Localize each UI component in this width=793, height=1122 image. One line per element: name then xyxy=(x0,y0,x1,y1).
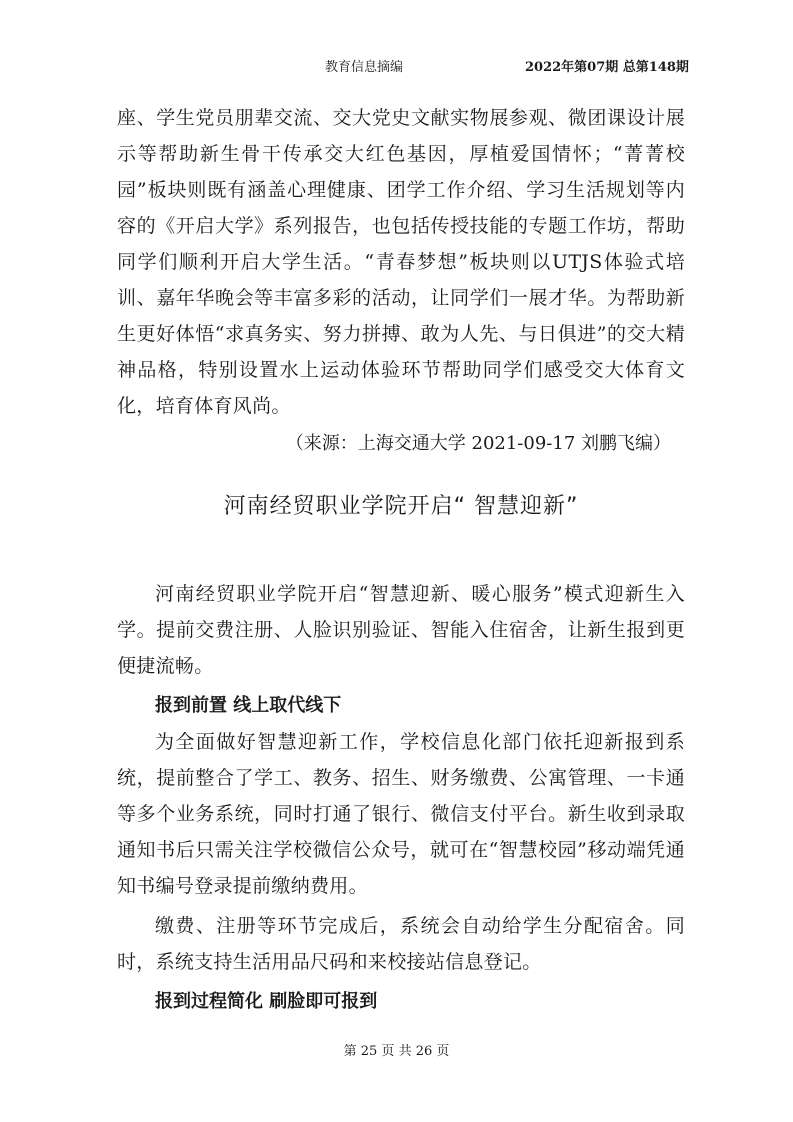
section1-paragraph-2: 缴费、注册等环节完成后，系统会自动给学生分配宿舍。同时，系统支持生活用品尺码和来校接站信息登记。 xyxy=(117,915,685,973)
article-intro: 河南经贸职业学院开启“智慧迎新、暖心服务”模式迎新生入学。提前交费注册、人脸识别验证、智能入住宿舍，让新生报到更便捷流畅。 xyxy=(117,583,685,677)
section-heading-1: 报到前置 线上取代线下 xyxy=(155,695,342,716)
previous-article-source: （来源：上海交通大学 2021-09-17 刘鹏飞编） xyxy=(285,433,671,454)
publication-name: 教育信息摘编 xyxy=(325,60,404,75)
section1-paragraph-1: 为全面做好智慧迎新工作，学校信息化部门依托迎新报到系统，提前整合了学工、教务、招生、财务缴费、公寓管理、一卡通等多个业务系统，同时打通了银行、微信支付平台。新生收到录取通知书后只需关注学校微信公众号，就可在“智慧校园”移动端凭通知书编号登录提前缴纳费用。 xyxy=(117,731,685,897)
article-title: 河南经贸职业学院开启“ 智慧迎新” xyxy=(223,494,579,519)
section-heading-2: 报到过程简化 刷脸即可报到 xyxy=(155,991,378,1012)
previous-article-continuation: 座、学生党员朋辈交流、交大党史文献实物展参观、微团课设计展示等帮助新生骨干传承交大红色基因，厚植爱国情怀；“菁菁校园”板块则既有涵盖心理健康、团学工作介绍、学习生活规划等内容的《开启大学》系列报告，也包括传授技能的专题工作坊，帮助同学们顺利开启大学生活。“青春梦想”板块则以UTJS体验式培训、嘉年华晚会等丰富多彩的活动，让同学们一展才华。为帮助新生更好体悟“求真务实、努力拼搏、敢为人先、与日俱进”的交大精神品格，特别设置水上运动体验环节帮助同学们感受交大体育文化，培育体育风尚。 xyxy=(117,107,685,417)
page-header xyxy=(0,56,793,76)
page-footer: 第 25 页 共 26 页 xyxy=(343,1044,450,1059)
page-content xyxy=(117,100,685,1020)
issue-number: 2022年第07期 总第148期 xyxy=(525,60,689,75)
